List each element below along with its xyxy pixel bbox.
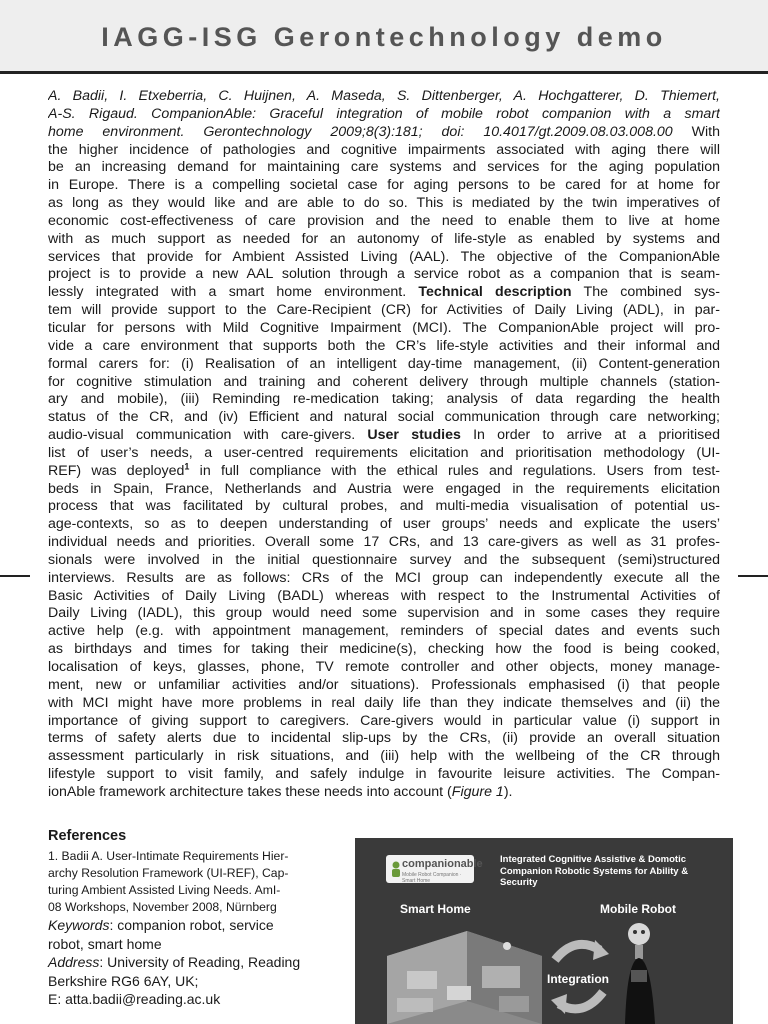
text-run: as birthdays and times for taking their medicine(s), checking how the food is being cooked, (48, 641, 720, 658)
text-run: in full compliance with the ethical rules and regulations. Users from test- (189, 462, 720, 479)
mobile-robot-label: Mobile Robot (600, 902, 676, 916)
body-line (48, 481, 720, 499)
text-run: REF) was deployed (48, 462, 185, 479)
body-line (48, 695, 720, 713)
references-title: References (48, 828, 127, 844)
text-run: services that provide for Ambient Assisted Living (AAL). The objective of the CompanionAble (48, 248, 720, 265)
figure-title (500, 854, 720, 889)
address-text: : University of Reading, Reading (99, 954, 301, 970)
text-run: localisation of keys, glasses, phone, TV remote controller and other objects, money manage- (48, 659, 720, 675)
body-line (48, 659, 720, 677)
text-run: audio-visual communication with care-givers. (48, 427, 368, 444)
section-heading: Technical description (418, 284, 572, 301)
reference-line: archy Resolution Framework (UI-REF), Cap- (48, 866, 289, 880)
text-run: active help (e.g. with appointment management, reminders of special dates and events such (48, 623, 720, 640)
reference-line: 08 Workshops, November 2008, Nürnberg (48, 900, 277, 914)
figure-1 (355, 838, 733, 1024)
keywords-text: : companion robot, service (109, 917, 274, 933)
reference-line: turing Ambient Assisted Living Needs. AmI- (48, 883, 281, 897)
body-line (48, 231, 720, 249)
journal-title: IAGG-ISG Gerontechnology demo (101, 22, 667, 52)
text-run: ). (503, 783, 513, 800)
text-run: Basic Activities of Daily Living (BADL) whereas with respect to the Instrumental Activities of (48, 587, 720, 604)
text-run: list of user’s needs, a user-centred requirements elicitation and prioritisation methodology (UI- (48, 444, 720, 461)
journal-header (0, 0, 768, 72)
body-line (48, 249, 720, 267)
body-line (48, 266, 720, 284)
body-line (48, 605, 720, 623)
text-run: Daily Living (IADL), this group would need some supervision and in some cases they require (48, 605, 720, 622)
text-run: terms of safety alerts due to incidental slip-ups by the CRs, (ii) provide an overall situation (48, 730, 720, 747)
body-line (48, 748, 720, 766)
text-run: process that was facilitated by cultural probes, and multi-media visualisation of potential us- (48, 498, 720, 515)
text-run: formal carers for: (i) Realisation of an intelligent day-time management, (ii) Content-generation (48, 355, 720, 372)
text-run: project is to provide a new AAL solution through a service robot as a companion that is seam- (48, 266, 720, 283)
text-run: A-S. Rigaud. CompanionAble: Graceful integration of mobile robot companion with a smart (48, 105, 720, 122)
body-line (48, 427, 720, 445)
body-line (48, 570, 720, 588)
body-line (48, 588, 720, 606)
figure-title-line: Security (500, 877, 538, 888)
smart-home-label: Smart Home (400, 902, 471, 916)
text-run: status of the CR, and (iv) Efficient and natural social communication through care networking; (48, 409, 720, 426)
keywords (48, 916, 344, 935)
companionable-logo (386, 855, 483, 884)
integration-label: Integration (547, 972, 609, 986)
text-run: home environment. Gerontechnology 2009;8(3):181; doi: 10.4017/gt.2009.08.03.008.00 (48, 123, 673, 140)
text-run: the higher incidence of pathologies and cognitive impairments associated with aging there will (48, 141, 720, 158)
text-run: beds in Spain, France, Netherlands and Austria were engaged in the requirements elicitation (48, 480, 720, 497)
logo-text: companionable (402, 858, 483, 870)
mobile-robot-icon (617, 920, 677, 1024)
body-line (48, 320, 720, 338)
body-line (48, 409, 720, 427)
text-run: vide a care environment that supports both the CR’s life-style activities and their informal and (48, 337, 720, 354)
text-run: individual needs and priorities. Overall some 17 CRs, and 13 care-givers as well as 31 profes- (48, 534, 720, 551)
text-run: be an increasing demand for maintaining care systems and services for the aging population (48, 159, 720, 176)
body-line (48, 159, 720, 177)
body-line (48, 142, 720, 160)
header-rule (0, 71, 768, 74)
text-run: Figure 1 (451, 783, 504, 800)
text-run: The combined sys- (571, 284, 720, 301)
body-line (48, 730, 720, 748)
body-line (48, 213, 720, 231)
text-run: economic cost-effectiveness of care provision and the need to enable them to live at home (48, 212, 720, 229)
text-run: with as much support as needed for an autonomy of life-style as enabled by systems and (48, 230, 720, 247)
body-line (48, 713, 720, 731)
body-line (48, 463, 720, 481)
keywords-label: Keywords (48, 917, 110, 933)
footnote-marker: 1 (184, 462, 190, 471)
margin-mark-left (0, 575, 30, 577)
smart-home-illustration (377, 926, 547, 1024)
body-line (48, 445, 720, 463)
body-line (48, 391, 720, 409)
body-line (48, 516, 720, 534)
body-line (48, 766, 720, 784)
text-run: in Europe. There is a compelling societal case for aging persons to be cared for at home for (48, 177, 720, 194)
address-cont: Berkshire RG6 6AY, UK; (48, 972, 199, 989)
text-run: with MCI might have more problems in real daily life than they indicate themselves and (ii) the (48, 694, 720, 711)
text-run: tem will provide support to the Care-Recipient (CR) for Activities of Daily Living (ADL), in par- (48, 302, 720, 319)
text-run: lessly integrated with a smart home environment. (48, 284, 419, 301)
text-run: importance of giving support to caregivers. Care-givers would in particular value (i) support in (48, 712, 720, 729)
keywords-cont: robot, smart home (48, 935, 162, 952)
references-block (48, 828, 344, 1009)
body-line (48, 284, 720, 302)
body-line (48, 302, 720, 320)
text-run: ionAble framework architecture takes these needs into account ( (48, 783, 452, 800)
reference-line: 1. Badii A. User-Intimate Requirements Hier- (48, 849, 289, 863)
body-line (48, 356, 720, 374)
address-label: Address (48, 954, 100, 970)
body-line (48, 195, 720, 213)
body-line (48, 623, 720, 641)
margin-mark-right (738, 575, 768, 577)
figure-title-line: Companion Robotic Systems for Ability & (500, 865, 689, 877)
text-run: ticular for persons with Mild Cognitive Impairment (MCI). The CompanionAble project will pro- (48, 319, 720, 336)
section-heading: User studies (367, 427, 461, 444)
article-body (48, 88, 720, 802)
text-run: as long as they would like and are able to do so. This is mediated by the twin imperatives of (48, 195, 720, 212)
address (48, 953, 344, 972)
text-run: With (672, 123, 720, 140)
body-line (48, 784, 720, 802)
figure-title-line: Integrated Cognitive Assistive & Domotic (500, 854, 686, 865)
text-run: for cognitive stimulation and training and coherent delivery through multiple channels (station- (48, 373, 720, 390)
body-line (48, 641, 720, 659)
body-line (48, 106, 720, 124)
text-run: assessment particularly in risk situations, and (iii) help with the wellbeing of the CR through (48, 748, 720, 765)
body-line (48, 677, 720, 695)
body-line (48, 534, 720, 552)
text-run: age-contexts, so as to deepen understanding of user groups’ needs and explicate the users’ (48, 516, 720, 533)
text-run: In order to arrive at a prioritised (460, 427, 720, 444)
text-run: ment, new or unfamiliar activities and/or situations). Professionals emphasised (i) that people (48, 676, 720, 693)
body-line (48, 338, 720, 356)
body-line (48, 374, 720, 392)
logo-subtext: Mobile Robot Companion · Smart Home (402, 872, 462, 884)
body-line (48, 552, 720, 570)
logo-icon (389, 860, 403, 878)
body-line (48, 177, 720, 195)
text-run: interviews. Results are as follows: CRs of the MCI group can independently execute all the (48, 569, 720, 586)
body-line (48, 88, 720, 106)
text-run: lifestyle support to visit family, and safely indulge in favourite leisure activities. The Compan- (48, 766, 720, 783)
body-line (48, 498, 720, 516)
text-run: A. Badii, I. Etxeberria, C. Huijnen, A. Maseda, S. Dittenberger, A. Hochgatterer, D. Thiemert, (48, 88, 720, 104)
body-line (48, 124, 720, 142)
text-run: ary and mobile), (iii) Reminding re-medication taking; analysis of data regarding the health (48, 391, 720, 408)
text-run: sionals were involved in the initial questionnaire survey and the subsequent (semi)structured (48, 551, 720, 568)
email: E: atta.badii@reading.ac.uk (48, 991, 221, 1007)
